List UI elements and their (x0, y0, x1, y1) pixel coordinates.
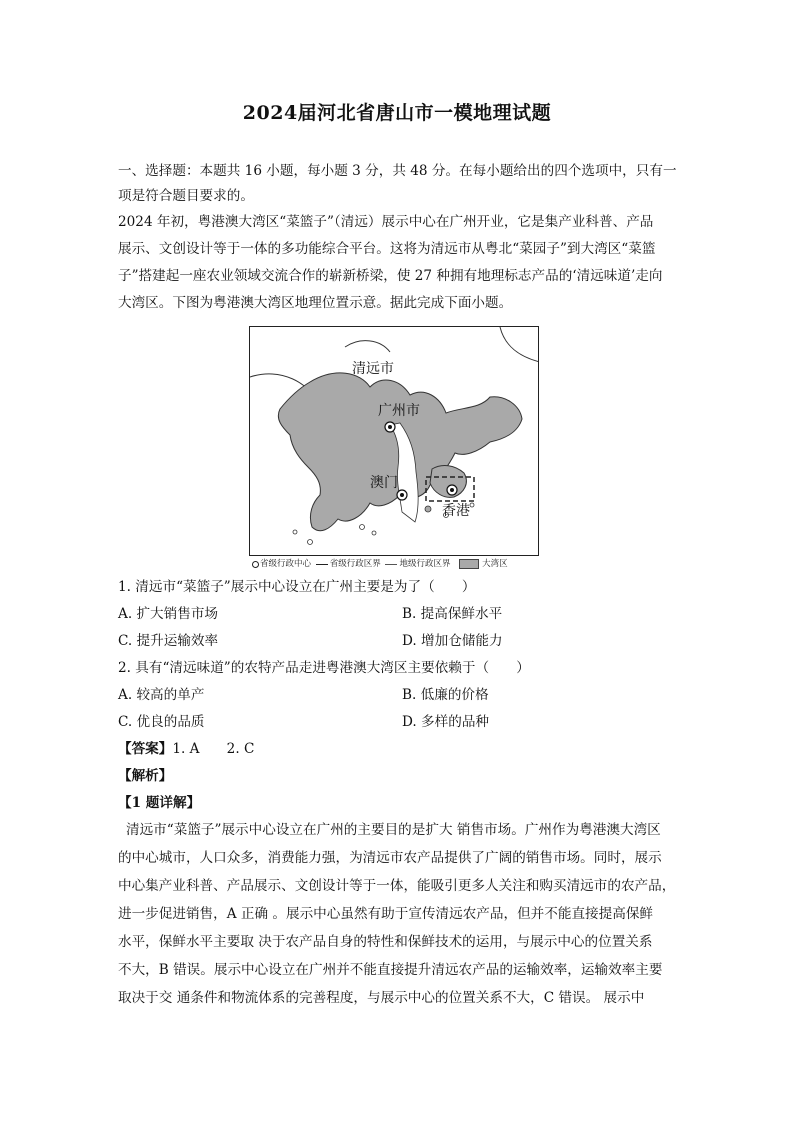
explanation-line-1: 清远市“菜篮子”展示中心设立在广州的主要目的是扩大 销售市场。广州作为粤港澳大湾区 (126, 822, 661, 838)
question-1-option-d[interactable]: D. 增加仓储能力 (402, 633, 503, 649)
explanation-line-5: 水平，保鲜水平主要取 决于农产品自身的特性和保鲜技术的运用，与展示中心的位置关系 (118, 934, 653, 950)
legend-capital: 省级行政中心 (260, 559, 312, 569)
answer-line (118, 740, 678, 759)
explanation-line-4: 进一步促进销售，A 正确 。展示中心虽然有助于宣传清远农产品，但并不能直接提高保鲜 (118, 906, 654, 922)
question-2-option-c[interactable]: C. 优良的品质 (118, 714, 205, 730)
explanation-line-6: 不大，B 错误。展示中心设立在广州并不能直接提升清远农产品的运输效率，运输效率主要 (118, 962, 663, 978)
question-1-option-b[interactable]: B. 提高保鲜水平 (402, 606, 503, 622)
passage-line-2: 展示、文创设计等于一体的多功能综合平台。这将为清远市从粤北“菜园子”到大湾区“菜篮 (118, 241, 656, 257)
legend-prefecture-border: 地级行政区界 (399, 559, 451, 569)
question-1-stem: 1. 清远市“菜篮子”展示中心设立在广州主要是为了（ ） (118, 579, 476, 595)
page-title: 2024届河北省唐山市一模地理试题 (242, 102, 552, 124)
question-1-option-c[interactable]: C. 提升运输效率 (118, 633, 219, 649)
question-2-option-d[interactable]: D. 多样的品种 (402, 714, 490, 730)
answer-label: 【答案】 (118, 741, 173, 757)
explanation-line-7: 取决于交 通条件和物流体系的完善程度，与展示中心的位置关系不大，C 错误。 展示中 (118, 990, 645, 1006)
explanation-line-2: 的中心城市，人口众多，消费能力强，为清远市农产品提供了广阔的销售市场。同时，展示 (118, 850, 662, 866)
guangzhou-capital-icon (385, 422, 395, 432)
macau-capital-icon (397, 490, 407, 500)
answer-text: 1. A 2. C (172, 741, 255, 757)
map-label-guangzhou: 广州市 (378, 403, 420, 419)
passage-line-3: 子”搭建起一座农业领域交流合作的崭新桥梁，使 27 种拥有地理标志产品的‘清远味道’走向 (118, 268, 663, 284)
provincial-border-icon (316, 564, 328, 565)
passage-line-4: 大湾区。下图为粤港澳大湾区地理位置示意。据此完成下面小题。 (118, 295, 513, 311)
map-legend (252, 559, 540, 570)
question-2-stem: 2. 具有“清远味道”的农特产品走进粤港澳大湾区主要依赖于（ ） (118, 660, 530, 676)
map-label-hongkong: 香港 (442, 503, 470, 519)
bay-area-map (249, 326, 539, 556)
passage-line-1: 2024 年初，粤港澳大湾区“菜篮子”（清远）展示中心在广州开业，它是集产业科普、产品 (118, 214, 654, 230)
question-1-option-a[interactable]: A. 扩大销售市场 (118, 606, 219, 622)
bay-area-swatch-icon (459, 559, 479, 569)
question-2-option-a[interactable]: A. 较高的单产 (118, 687, 205, 703)
map-label-qingyuan: 清远市 (352, 361, 394, 377)
analysis-label: 【解析】 (118, 768, 173, 784)
detail-label: 【1 题详解】 (118, 795, 201, 811)
map-label-macau: 澳门 (370, 475, 398, 491)
question-2-option-b[interactable]: B. 低廉的价格 (402, 687, 489, 703)
prefecture-border-icon (385, 564, 397, 565)
section-intro-line-2: 项是符合题目要求的。 (118, 188, 254, 204)
bay-area-map-graphic (250, 327, 539, 556)
legend-bay-area: 大湾区 (482, 559, 508, 569)
explanation-line-3: 中心集产业科普、产品展示、文创设计等于一体，能吸引更多人关注和购买清远市的农产品， (118, 878, 676, 894)
hongkong-capital-icon (447, 485, 457, 495)
legend-provincial-border: 省级行政区界 (329, 559, 381, 569)
capital-symbol-icon (252, 561, 259, 568)
section-intro-line-1: 一、选择题：本题共 16 小题，每小题 3 分，共 48 分。在每小题给出的四个选项中，只有一 (118, 163, 677, 179)
